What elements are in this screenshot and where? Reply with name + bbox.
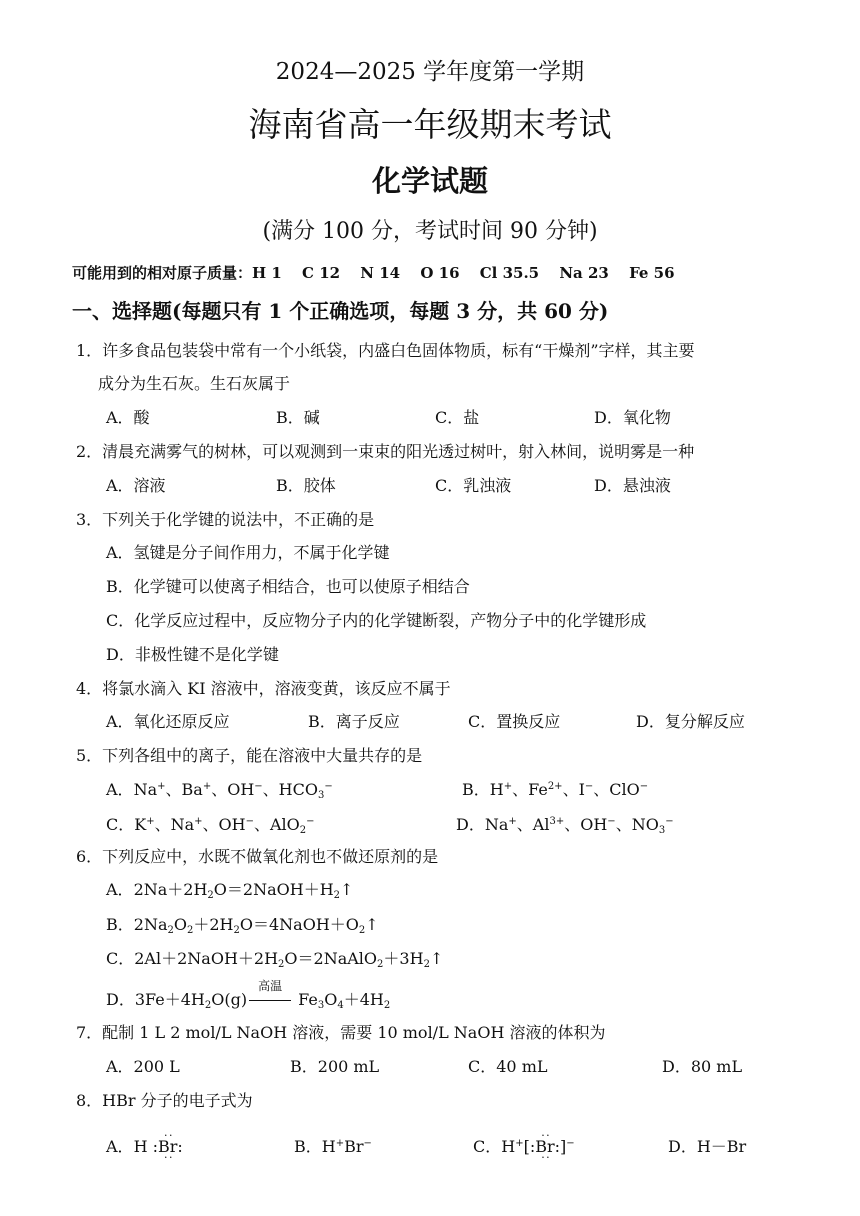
q6-option-d: D．$3Fe+4H_2O(g)$ 高温 $Fe_3O_4+4H_2$ — [106, 990, 390, 1010]
q3-option-a: A．氢键是分子间作用力，不属于化学键 — [106, 543, 390, 562]
q3-stem: 3．下列关于化学键的说法中，不正确的是 — [76, 510, 375, 529]
reaction-bar — [249, 1000, 291, 1001]
q5-option-d: D．Na+、$Al^{3+}$、OH−、$NO_3^-$ — [456, 815, 674, 836]
q6-option-a-label: A． — [106, 880, 134, 899]
q6-stem: 6．下列反应中，水既不做氧化剂也不做还原剂的是 — [76, 847, 439, 866]
q7-option-c: C．40 mL — [468, 1057, 548, 1076]
q2-option-c: C．乳浊液 — [435, 476, 512, 495]
q2-option-b: B．胶体 — [276, 476, 336, 495]
br-lone-pairs: · · Br · · — [158, 1137, 177, 1157]
q4-option-b: B．离子反应 — [308, 712, 400, 731]
q4-option-d: D．复分解反应 — [636, 712, 745, 731]
q1-option-a: A．酸 — [106, 408, 150, 427]
q4-option-a: A．氧化还原反应 — [106, 712, 230, 731]
subject-title: 化学试题 — [371, 164, 488, 198]
q2-stem: 2．清晨充满雾气的树林，可以观测到一束束的阳光透过树叶，射入林间，说明雾是一种 — [76, 442, 695, 461]
q6-option-c: C．$2Al+2NaOH+2H_2O=2NaAlO_2+3H_2↑$ — [106, 949, 444, 970]
q3-option-b: B．化学键可以使离子相结合，也可以使原子相结合 — [106, 577, 470, 596]
term-line: 2024—2025 学年度第一学期 — [275, 59, 585, 85]
q6-option-c-label: C． — [106, 949, 135, 968]
q6-option-a: A．$2Na+2H_2O=2NaOH+H_2↑$ — [106, 880, 354, 901]
q7-option-b: B．200 mL — [290, 1057, 380, 1076]
q8-stem: 8．HBr 分子的电子式为 — [76, 1091, 253, 1110]
q2-option-a: A．溶液 — [106, 476, 166, 495]
q1-option-d: D．氧化物 — [594, 408, 671, 427]
q3-option-c: C．化学反应过程中，反应物分子内的化学键断裂，产物分子中的化学键形成 — [106, 611, 647, 630]
q7-option-a: A．200 L — [106, 1057, 180, 1076]
q7-option-d: D．80 mL — [662, 1057, 743, 1076]
q8-option-b-label: B． — [294, 1137, 322, 1156]
q6-option-b: B．$2Na_2O_2+2H_2O=4NaOH+O_2↑$ — [106, 915, 379, 936]
q8-option-c-label: C． — [473, 1137, 502, 1156]
q1-stem-line2: 成分为生石灰。生石灰属于 — [98, 374, 291, 393]
q2-option-d: D．悬浊液 — [594, 476, 671, 495]
q8-option-d: D．H－Br — [668, 1137, 747, 1156]
q5-option-d-label: D． — [456, 815, 485, 834]
q8-option-b: B．H+Br− — [294, 1137, 372, 1156]
q5-option-c-label: C． — [106, 815, 135, 834]
q3-option-d: D．非极性键不是化学键 — [106, 645, 279, 664]
q1-option-c: C．盐 — [435, 408, 480, 427]
atomic-masses: 可能用到的相对原子质量：H 1 C 12 N 14 O 16 Cl 35.5 Na 23 Fe 56 — [72, 264, 675, 282]
q6-option-d-label: D． — [106, 990, 135, 1009]
reaction-condition — [247, 979, 293, 1010]
exam-info: (满分 100 分，考试时间 90 分钟) — [262, 219, 598, 244]
q6-option-b-label: B． — [106, 915, 134, 934]
exam-title: 海南省高一年级期末考试 — [248, 105, 612, 144]
reaction-condition-text: 高温 — [258, 979, 283, 993]
section-heading: 一、选择题(每题只有 1 个正确选项，每题 3 分，共 60 分) — [72, 299, 609, 323]
q4-stem: 4．将氯水滴入 KI 溶液中，溶液变黄，该反应不属于 — [76, 679, 451, 698]
q5-option-b-label: B． — [462, 780, 490, 799]
q5-option-a: A．Na+、Ba+、OH−、$HCO_3^-$ — [106, 780, 333, 801]
q4-option-c: C．置换反应 — [468, 712, 561, 731]
br-lone-pairs: · · Br · · — [535, 1137, 554, 1157]
q5-option-c: C．K+、Na+、OH−、AlO$_2$− — [106, 815, 315, 836]
q8-option-c: C．H+[:· · Br · ·:]− — [473, 1137, 575, 1157]
q5-option-b: B．H+、$Fe^{2+}$、I−、ClO− — [462, 780, 649, 799]
q1-stem-line1: 1．许多食品包装袋中常有一个小纸袋，内盛白色固体物质，标有“干燥剂”字样，其主要 — [76, 341, 695, 360]
q8-option-a-label: A． — [106, 1137, 134, 1156]
q7-stem: 7．配制 1 L 2 mol/L NaOH 溶液，需要 10 mol/L NaOH 溶液的体积为 — [76, 1023, 606, 1042]
q5-stem: 5．下列各组中的离子，能在溶液中大量共存的是 — [76, 746, 423, 765]
q8-option-a: A．H :· · Br · ·: — [106, 1137, 183, 1157]
q5-option-a-label: A． — [106, 780, 134, 799]
q1-option-b: B．碱 — [276, 408, 320, 427]
